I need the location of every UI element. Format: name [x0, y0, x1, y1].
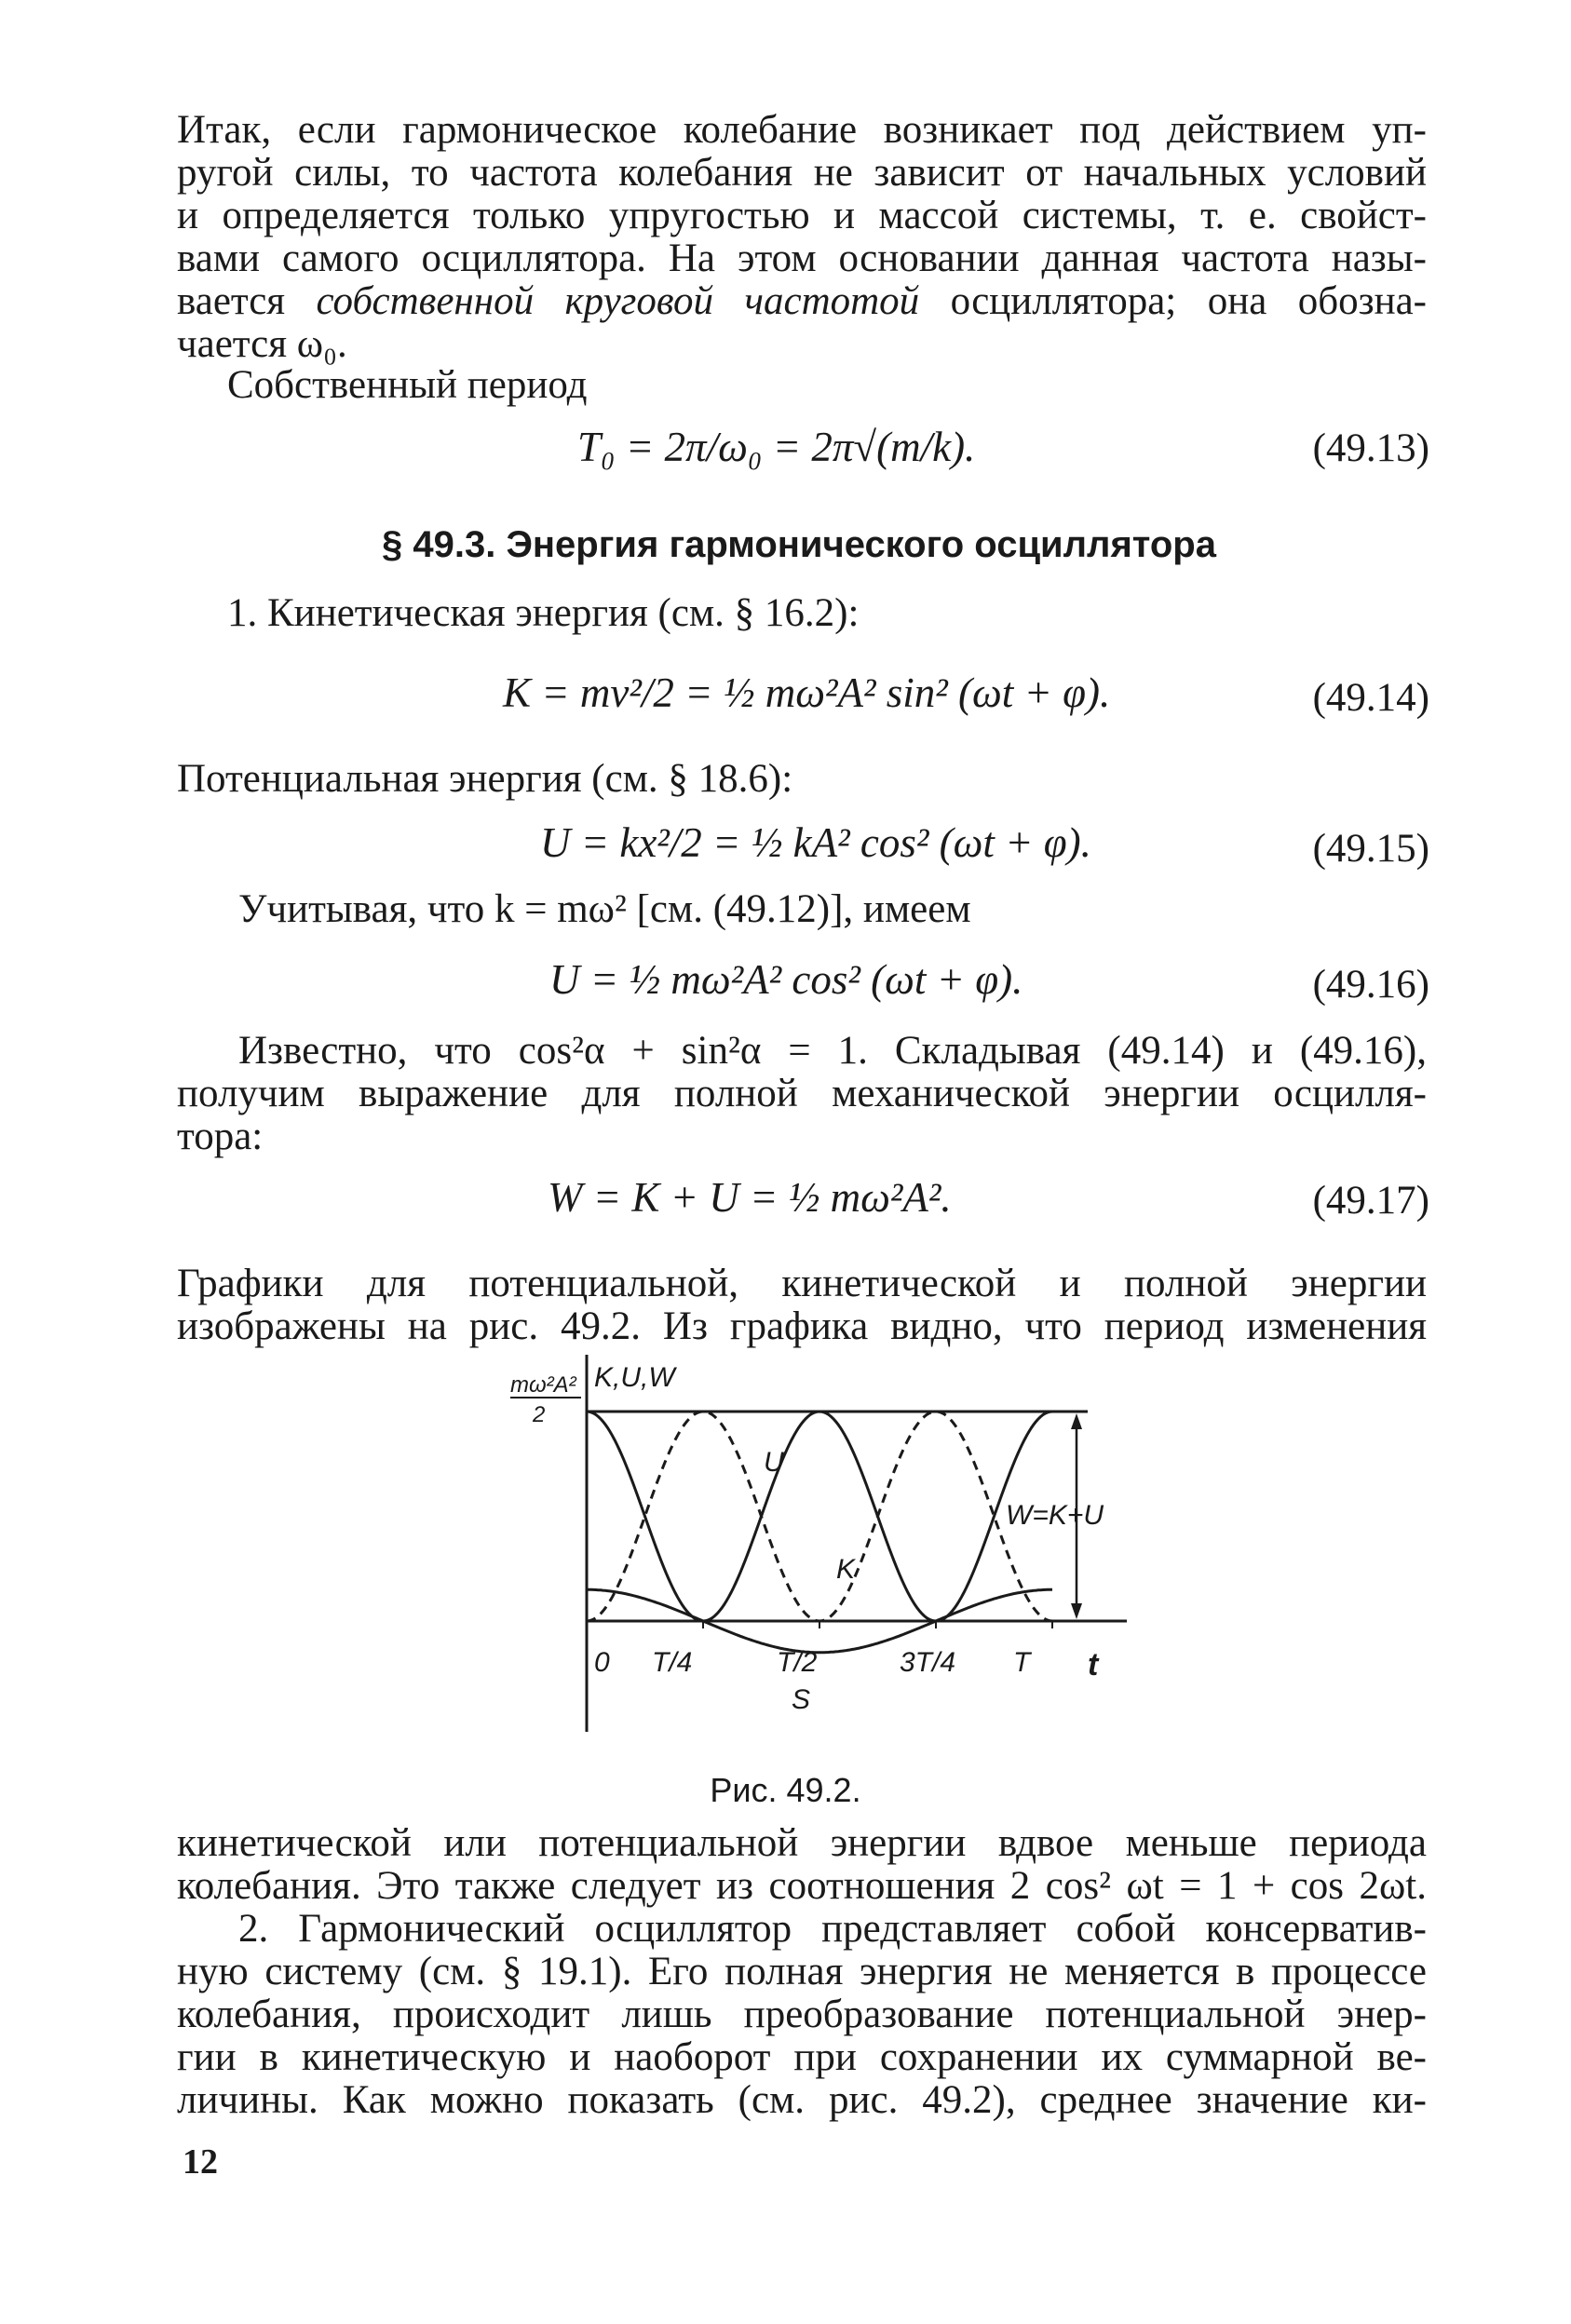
- energy-graph: [484, 1355, 1155, 1746]
- kinetic-intro: 1. Кинетическая энергия (см. § 16.2):: [227, 591, 860, 635]
- equation-text: T₀ = 2π/ω₀ = 2π√(m/k).: [577, 424, 976, 470]
- equation-number: (49.16): [1312, 963, 1429, 1007]
- paragraph-line: тора:: [177, 1115, 264, 1158]
- paragraph-line-with-term: [177, 281, 1427, 321]
- t-tick-t4: T/4: [652, 1647, 693, 1678]
- arrow-head-bottom: [1071, 1603, 1082, 1619]
- paragraph-line: колебания. Это также следует из соотношения 2 cos² ωt = 1 + cos 2ωt.: [177, 1864, 1427, 1908]
- paragraph-line: кинетической или потенциальной энергии вдвое меньше периода: [177, 1821, 1427, 1865]
- figure-caption: Рис. 49.2.: [710, 1771, 861, 1809]
- curve-u-label: U: [764, 1447, 784, 1478]
- equation-49-15: U = kx²/2 = ½ kA² cos² (ωt + φ).: [540, 819, 1091, 866]
- kinetic-energy-curve: [587, 1412, 1052, 1621]
- paragraph-line: ную систему (см. § 19.1). Его полная энергия не меняется в процессе: [177, 1950, 1427, 1993]
- max-label-numerator: mω²A²: [510, 1372, 576, 1398]
- equation-number: (49.13): [1312, 426, 1429, 470]
- y-axis-label: K,U,W: [594, 1362, 675, 1393]
- paragraph-line: колебания, происходит лишь преобразование потенциальной энер-: [177, 1993, 1427, 2036]
- arrow-head-top: [1071, 1413, 1082, 1429]
- curve-s-label: S: [792, 1684, 811, 1715]
- period-intro: Собственный период: [227, 363, 588, 407]
- paragraph-line: получим выражение для полной механической энергии осцилля-: [177, 1072, 1427, 1115]
- paragraph-line: вами самого осциллятора. На этом основании данная частота назы-: [177, 236, 1427, 280]
- paragraph-line: ругой силы, то частота колебания не зависит от начальных условий: [177, 151, 1427, 195]
- paragraph-line: и определяется только упругостью и массой системы, т. е. свойст-: [177, 194, 1427, 237]
- paragraph-line: гии в кинетическую и наоборот при сохранении их суммарной ве-: [177, 2035, 1427, 2079]
- paragraph-line: 2. Гармонический осциллятор представляет собой консерватив-: [238, 1907, 1427, 1951]
- italic-term: собственной круговой частотой: [316, 279, 920, 323]
- total-energy-label: W=K+U: [1006, 1500, 1104, 1531]
- paragraph-line: Известно, что cos²α + sin²α = 1. Складывая (49.14) и (49.16),: [238, 1029, 1427, 1073]
- t-tick-t: T: [1013, 1647, 1031, 1678]
- paragraph-line: Графики для потенциальной, кинетической и полной энергии: [177, 1262, 1427, 1305]
- section-heading: § 49.3. Энергия гармонического осциллятора: [382, 524, 1216, 565]
- equation-49-14: K = mv²/2 = ½ mω²A² sin² (ωt + φ).: [503, 669, 1111, 716]
- t-tick-0: 0: [594, 1647, 610, 1678]
- paragraph-line: личины. Как можно показать (см. рис. 49.2), среднее значение ки-: [177, 2078, 1427, 2122]
- equation-number: (49.14): [1312, 676, 1429, 720]
- page-number: 12: [183, 2142, 218, 2182]
- equation-number: (49.17): [1312, 1179, 1429, 1223]
- curves-group: [587, 1412, 1052, 1653]
- t-tick-t2: T/2: [777, 1647, 818, 1678]
- equation-49-17: W = K + U = ½ mω²A².: [548, 1174, 952, 1221]
- paragraph-line: чается ω₀.: [177, 322, 347, 366]
- considering-line: Учитывая, что k = mω² [см. (49.12)], имеем: [238, 887, 971, 931]
- text-fragment: вается: [177, 279, 286, 323]
- potential-energy-curve: [587, 1412, 1052, 1621]
- potential-intro: Потенциальная энергия (см. § 18.6):: [177, 757, 793, 801]
- equation-number: (49.15): [1312, 827, 1429, 871]
- equation-49-16: U = ½ mω²A² cos² (ωt + φ).: [549, 956, 1023, 1003]
- t-axis-label: t: [1088, 1647, 1099, 1682]
- paragraph-line: Итак, если гармоническое колебание возникает под действием уп-: [177, 108, 1427, 152]
- equation-49-13: [577, 426, 975, 468]
- max-label-denominator: 2: [533, 1402, 546, 1427]
- paragraph-line: изображены на рис. 49.2. Из графика видно, что период изменения: [177, 1304, 1427, 1348]
- text-fragment: осциллятора; она обозна-: [950, 279, 1428, 323]
- curve-k-label: K: [836, 1554, 856, 1585]
- t-tick-3t4: 3T/4: [900, 1647, 956, 1678]
